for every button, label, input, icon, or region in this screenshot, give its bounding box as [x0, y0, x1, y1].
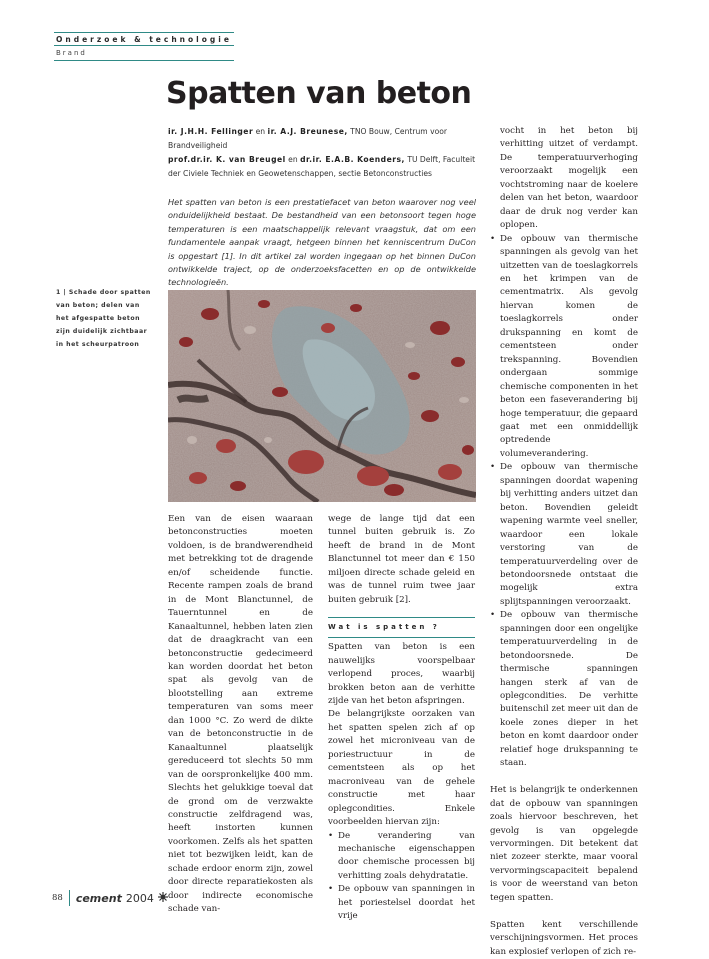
cement-logo-icon	[158, 892, 168, 905]
cause-list	[328, 830, 475, 924]
magazine-name: cement	[75, 891, 122, 905]
list-item: • De opbouw van thermische spanningen doordat wapening bij verhitting anders uitzet dan beton. Bovendien geleidt wapening warmte veel sneller, waardoor een lokale verstoring van de temperatuurverdeling over de betondoorsnede ontstaat die mogelijk extra splijtspanningen veroorzaakt.	[490, 461, 638, 609]
authors-line-2: prof.dr.ir. K. van Breugel en dr.ir. E.A.B. Koenders, TU Delft, Faculteit der Civiele Techniek en Geowetenschappen, sectie Betonconstructies	[168, 155, 476, 178]
section-label: Onderzoek & technologie	[56, 35, 232, 44]
body-column-1	[168, 513, 313, 917]
body-column-2	[328, 513, 475, 924]
header-rule-middle	[54, 45, 234, 46]
list-item: • De verandering van mechanische eigenschappen door chemische processen bij verhitting zoals dehydratatie.	[328, 830, 475, 884]
body-paragraph: Het is belangrijk te onderkennen dat de opbouw van spanningen zoals hiervoor beschreven, het gevolg is van opgelegde vervormingen. Dit betekent dat niet zozeer sterkte, maar vooral vervormingscapaciteit bepalend is voor de weerstand van beton tegen spatten.	[490, 785, 638, 903]
body-paragraph: Spatten kent verschillende verschijningsvormen. Het proces kan explosief verlopen of zich re-	[490, 919, 638, 957]
box-rule-top	[328, 617, 475, 618]
footer-divider	[69, 890, 70, 906]
authors-line-1: ir. J.H.H. Fellinger en ir. A.J. Breunese, TNO Bouw, Centrum voor Brandveiligheid	[168, 127, 448, 150]
magazine-year: 2004	[125, 891, 154, 905]
header-rule-top	[54, 32, 234, 33]
authors-block	[168, 125, 476, 181]
body-column-3	[490, 125, 638, 959]
box-rule-bottom	[328, 637, 475, 638]
box-heading: Wat is spatten ?	[328, 623, 440, 632]
page-number: 88	[52, 893, 63, 903]
box-paragraph: Spatten van beton is een nauwelijks voorspelbaar verlopend proces, waarbij brokken beton aan de verhitte zijde van het beton afspringen.	[328, 642, 475, 706]
box-paragraph: De belangrijkste oorzaken van het spatten spelen zich af op zowel het microniveau van de poriestructuur in de cementsteen als op het macroniveau van de gehele constructie met haar oplegcondities. Enkele voorbeelden hiervan zijn:	[328, 709, 475, 828]
header-rule-bottom	[54, 60, 234, 61]
body-paragraph: wege de lange tijd dat een tunnel buiten gebruik is. Zo heeft de brand in de Mont Blanctunnel tot meer dan € 150 miljoen directe schade geleid en was de tunnel ruim twee jaar buiten gebruik [2].	[328, 514, 475, 605]
list-item: • De opbouw van spanningen in het poriestelsel doordat het vrije	[328, 883, 475, 923]
page-footer	[52, 890, 168, 906]
article-title: Spatten van beton	[166, 76, 472, 111]
figure-caption: 1 | Schade door spatten van beton; delen van het afgespatte beton zijn duidelijk zichtbaar in het scheurpatroon	[56, 289, 151, 348]
cause-list-continued	[490, 233, 638, 771]
list-item: • De opbouw van thermische spanningen als gevolg van het uitzetten van de toeslagkorrels en het krimpen van de cementmatrix. Als gevolg hiervan komen de toeslagkorrels onder drukspanning en komt de cementsteen onder trekspanning. Bovendien ondergaan sommige chemische componenten in het beton een faseverandering bij hoge temperatuur, die gepaard gaat met een onmiddellijk optredende volumeverandering.	[490, 233, 638, 462]
subsection-label: Brand	[56, 49, 87, 57]
article-abstract: Het spatten van beton is een prestatiefacet van beton waarover nog veel onduidelijkheid bestaat. De bestandheid van een betonsoort tegen hoge temperaturen is een maatschappelijk relevant vraagstuk, dat om een fundamentele aanpak vraagt, hetgeen binnen het kenniscentrum DuCon is opgestart [1]. In dit artikel zal worden ingegaan op het binnen DuCon ontwikkelde traject, op de onderzoeksfacetten en op de ontwikkelde technologieën.	[168, 197, 476, 288]
body-paragraph: Een van de eisen waaraan betonconstructies moeten voldoen, is de brandwerendheid met betrekking tot de dragende en/of scheidende functie. Recente rampen zoals de brand in de Mont Blanctunnel, de Tauerntunnel en de Kanaaltunnel, hebben laten zien dat de draagkracht van een betonconstructie gedecimeerd kan worden doordat het beton spat als gevolg van de blootstelling aan extreme temperaturen van soms meer dan 1000 °C. Zo werd de dikte van de betonconstructie in de Kanaaltunnel plaatselijk gereduceerd tot slechts 50 mm van de oorspronkelijke 400 mm. Slechts het gelukkige toeval dat de grond om de verzwakte constructie zelfdragend was, heeft instorten kunnen voorkomen. Zelfs als het spatten niet tot bezwijken leidt, kan de schade erdoor enorm zijn, zowel door directe reparatiekosten als door indirecte economische schade van-	[168, 514, 313, 915]
list-item-continuation: vocht in het beton bij verhitting uitzet of verdampt. De temperatuurverhoging veroorzaakt mogelijk een vochtstroming naar de koelere delen van het beton, waardoor daar de druk nog verder kan oplopen.	[500, 126, 638, 231]
list-item: • De opbouw van thermische spanningen door een ongelijke temperatuurverdeling in de betondoorsnede. De thermische spanningen hangen sterk af van de oplegcondities. De verhitte buitenschil zet meer uit dan de koele zones dieper in het beton en komt daardoor onder relatief hoge drukspanning te staan.	[490, 609, 638, 770]
concrete-spalling-photo	[168, 290, 476, 502]
